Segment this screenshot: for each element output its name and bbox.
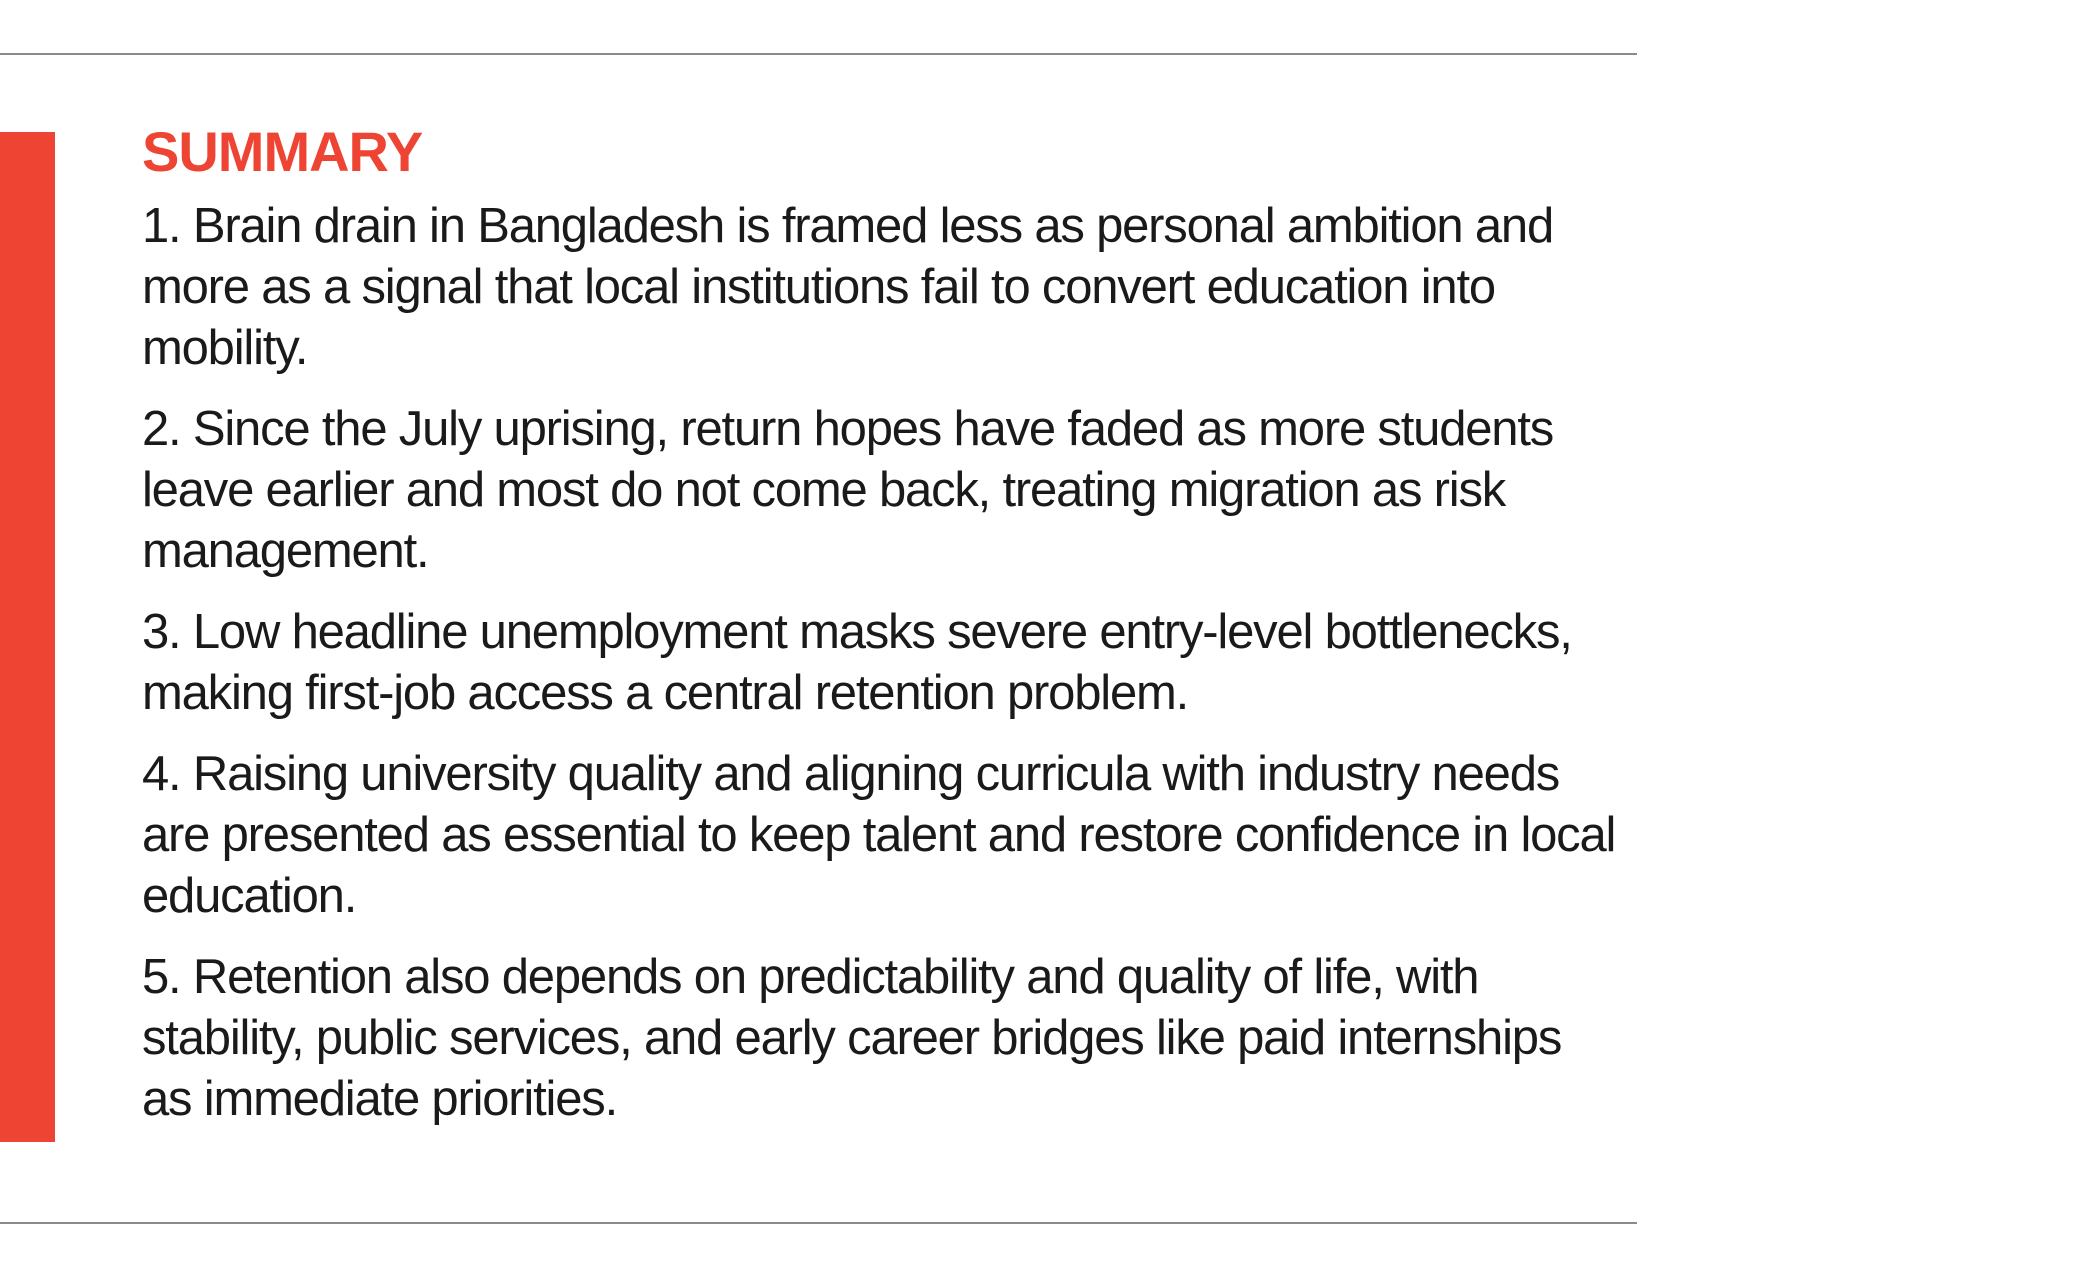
summary-heading: SUMMARY <box>142 120 423 183</box>
summary-box <box>142 118 1622 1150</box>
summary-list <box>142 196 1622 1130</box>
summary-item-2: 2. Since the July uprising, return hopes have faded as more students leave earlier and most do not come back, treating migration as risk management. <box>142 402 1554 578</box>
summary-item-5: 5. Retention also depends on predictability and quality of life, with stability, public services, and early career bridges like paid internships as immediate priorities. <box>142 950 1562 1126</box>
top-divider <box>0 53 1637 55</box>
accent-bar <box>0 132 55 1142</box>
summary-item-3: 3. Low headline unemployment masks severe entry-level bottlenecks, making first-job access a central retention problem. <box>142 605 1572 720</box>
summary-item-1: 1. Brain drain in Bangladesh is framed less as personal ambition and more as a signal that local institutions fail to convert education into mobility. <box>142 199 1554 375</box>
summary-item-4: 4. Raising university quality and aligning curricula with industry needs are presented as essential to keep talent and restore confidence in local education. <box>142 747 1616 923</box>
bottom-divider <box>0 1222 1637 1224</box>
